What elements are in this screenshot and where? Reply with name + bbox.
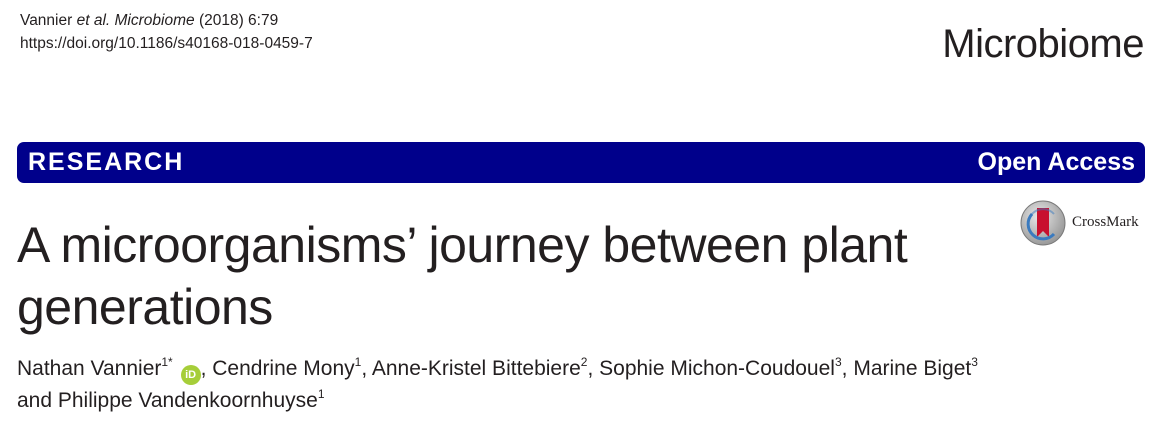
citation-block bbox=[20, 9, 313, 55]
doi-link[interactable]: https://doi.org/10.1186/s40168-018-0459-7 bbox=[20, 35, 313, 52]
article-category: RESEARCH bbox=[28, 148, 185, 176]
author-affiliation: 1 bbox=[354, 355, 362, 369]
orcid-icon[interactable]: iD bbox=[181, 365, 201, 385]
author-affiliation: 3 bbox=[971, 355, 978, 369]
citation-authors: Vannier bbox=[20, 12, 77, 29]
author-separator: , bbox=[361, 357, 372, 380]
author-affiliation: 1 bbox=[317, 387, 325, 401]
citation-etal: et al. bbox=[76, 12, 111, 29]
author-affiliation: 2 bbox=[580, 355, 588, 369]
author-name[interactable]: Anne-Kristel Bittebiere bbox=[371, 357, 581, 380]
citation-year-volume: (2018) 6:79 bbox=[198, 12, 279, 29]
crossmark-button[interactable] bbox=[1020, 198, 1160, 248]
author-separator: , bbox=[587, 357, 600, 380]
article-type-banner bbox=[17, 142, 1145, 183]
author-name[interactable]: Marine Biget bbox=[853, 357, 972, 380]
article-title: A microorganisms’ journey between plant generations bbox=[17, 217, 908, 335]
author-name[interactable]: Cendrine Mony bbox=[212, 357, 355, 380]
open-access-label: Open Access bbox=[977, 148, 1135, 176]
author-list bbox=[17, 353, 1147, 416]
journal-logo-text: Microbiome bbox=[942, 22, 1144, 66]
crossmark-label: CrossMark bbox=[1072, 214, 1139, 230]
citation-line bbox=[20, 9, 313, 32]
author-name[interactable]: Nathan Vannier bbox=[17, 357, 162, 380]
citation-journal: Microbiome bbox=[114, 12, 195, 29]
author-name[interactable]: Sophie Michon-Coudouel bbox=[599, 357, 835, 380]
author-separator: , bbox=[841, 357, 854, 380]
crossmark-icon bbox=[1020, 200, 1066, 246]
author-name[interactable]: and Philippe Vandenkoornhuyse bbox=[17, 389, 318, 412]
author-affiliation: 3 bbox=[834, 355, 842, 369]
author-affiliation: 1* bbox=[161, 355, 173, 369]
author-separator: , bbox=[200, 357, 213, 380]
